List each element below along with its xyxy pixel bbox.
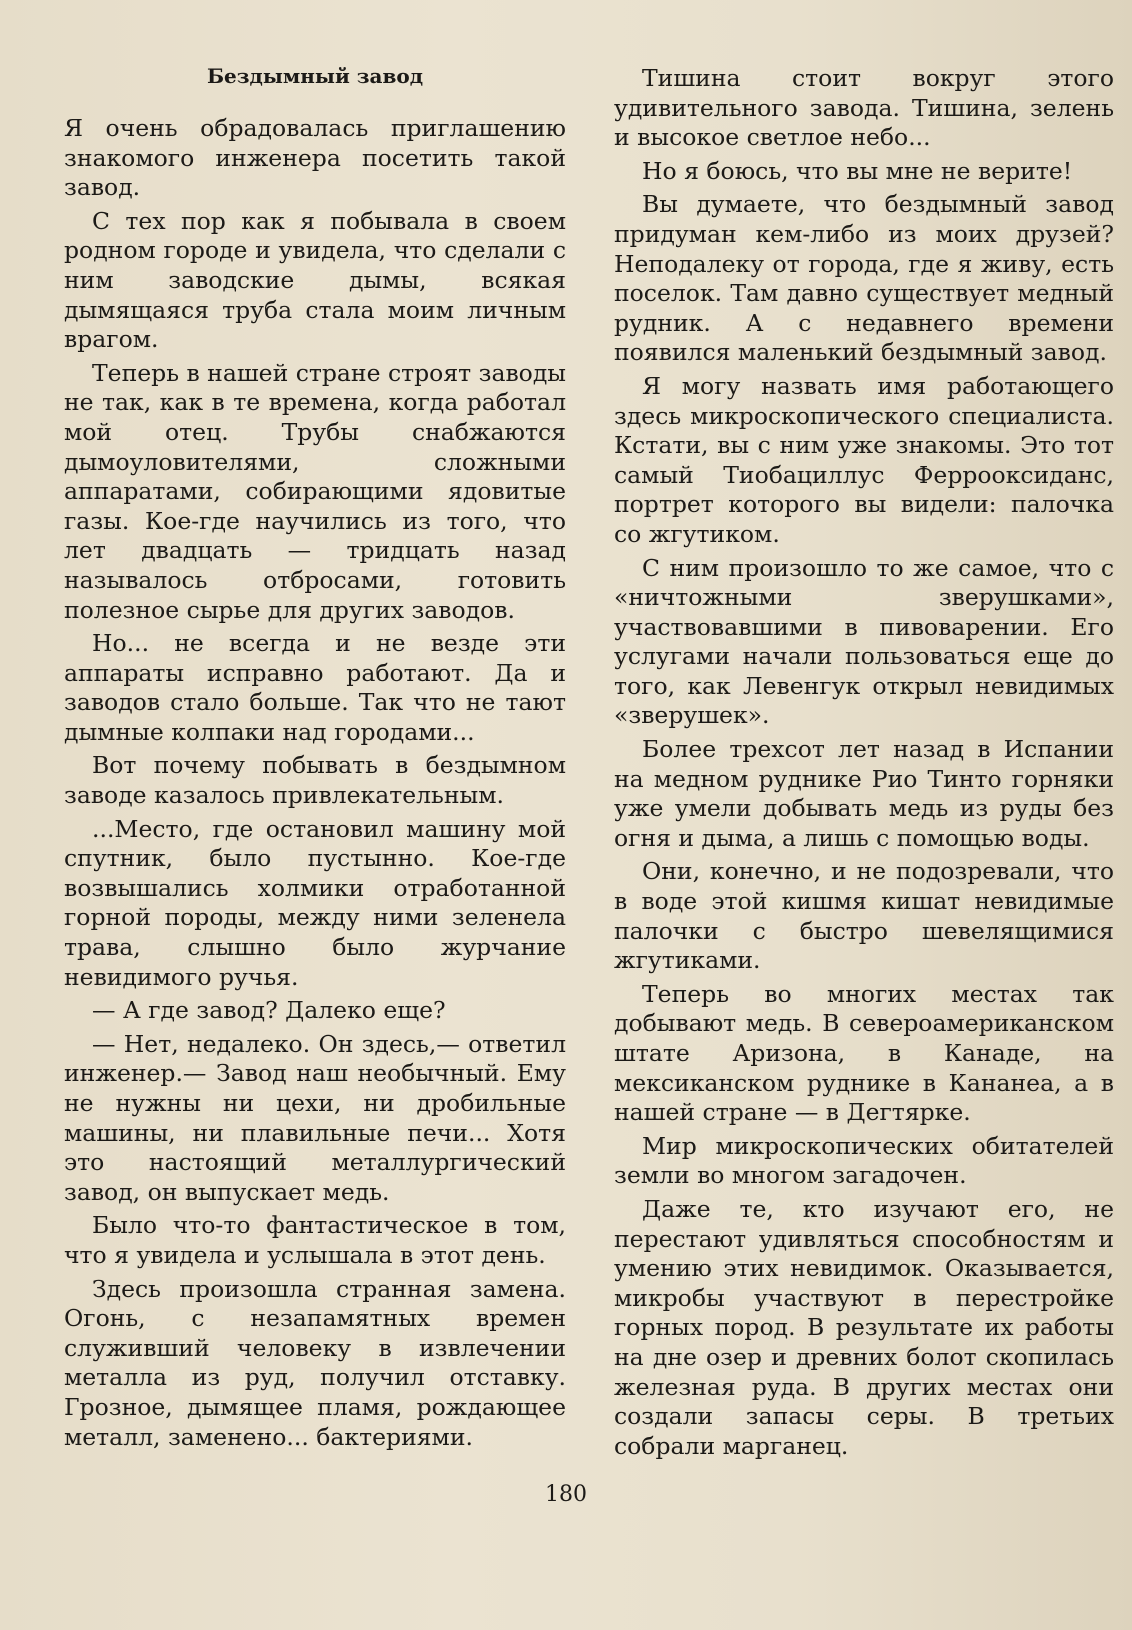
paragraph: Я могу назвать имя работающего здесь микроскопического специалиста. Кстати, вы с ним уже знакомы. Это тот самый Тиобациллус Феррооксиданс, портрет которого вы видели: палочка со жгутиком. (614, 371, 1114, 548)
paragraph: Теперь во многих местах так добывают медь. В североамериканском штате Аризона, в Канаде, на мексиканском руднике в Кананеа, а в нашей стране — в Дегтярке. (614, 979, 1114, 1127)
paragraph: ...Место, где остановил машину мой спутник, было пустынно. Кое-где возвышались холмики отработанной горной породы, между ними зеленела трава, слышно было журчание невидимого ручья. (64, 814, 566, 991)
paragraph: Я очень обрадовалась приглашению знакомого инженера посетить такой завод. (64, 114, 566, 202)
right-column (614, 64, 1114, 1465)
paragraph: Вот почему побывать в бездымном заводе казалось привлекательным. (64, 751, 566, 810)
article-heading: Бездымный завод (206, 64, 424, 88)
paragraph: Но я боюсь, что вы мне не верите! (642, 156, 1073, 185)
paragraph: Тишина стоит вокруг этого удивительного завода. Тишина, зелень и высокое светлое небо... (614, 64, 1114, 152)
paragraph: Мир микроскопических обитателей земли во многом загадочен. (614, 1131, 1114, 1190)
paragraph: Вы думаете, что бездымный завод придуман кем-либо из моих друзей? Неподалеку от города, где я живу, есть поселок. Там давно существует медный рудник. А с недавнего времени появился маленький бездымный завод. (614, 190, 1114, 367)
paragraph: Даже те, кто изучают его, не перестают удивляться способностям и умению этих невидимок. Оказывается, микробы участвуют в перестройке горных пород. В результате их работы на дне озер и древних болот скопилась железная руда. В других местах они создали запасы серы. В третьих собрали марганец. (614, 1194, 1114, 1460)
paragraph: — Нет, недалеко. Он здесь,— ответил инженер.— Завод наш необычный. Ему не нужны ни цехи, ни дробильные машины, ни плавильные печи... Хотя это настоящий металлургический завод, он выпускает медь. (64, 1029, 566, 1206)
page-number: 180 (545, 1482, 587, 1507)
paragraph: С ним произошло то же самое, что с «ничтожными зверушками», участвовавшими в пивоварении. Его услугами начали пользоваться еще до того, как Левенгук открыл невидимых «зверушек». (614, 553, 1114, 730)
paragraph: Более трехсот лет назад в Испании на медном руднике Рио Тинто горняки уже умели добывать медь из руды без огня и дыма, а лишь с помощью воды. (614, 735, 1114, 852)
paragraph: С тех пор как я побывала в своем родном городе и увидела, что сделали с ним заводские дымы, всякая дымящаяся труба стала моим личным врагом. (64, 206, 566, 354)
paragraph: Теперь в нашей стране строят заводы не так, как в те времена, когда работал мой отец. Трубы снабжаются дымоуловителями, сложными аппаратами, собирающими ядовитые газы. Кое-где научились из того, что лет двадцать — тридцать назад называлось отбросами, готовить полезное сырье для других заводов. (64, 358, 567, 624)
left-column (64, 64, 566, 1456)
paragraph: — А где завод? Далеко еще? (92, 996, 446, 1025)
paragraph: Было что-то фантастическое в том, что я увидела и услышала в этот день. (64, 1211, 566, 1269)
paragraph: Но... не всегда и не везде эти аппараты исправно работают. Да и заводов стало больше. Так что не тают дымные колпаки над городами... (64, 629, 566, 746)
paragraph: Они, конечно, и не подозревали, что в воде этой кишмя кишат невидимые палочки с быстро шевелящимися жгутиками. (614, 857, 1114, 975)
paragraph: Здесь произошла странная замена. Огонь, с незапамятных времен служивший человеку в извлечении металла из руд, получил отставку. Грозное, дымящее пламя, рождающее металл, заменено... бактериями. (64, 1274, 566, 1451)
